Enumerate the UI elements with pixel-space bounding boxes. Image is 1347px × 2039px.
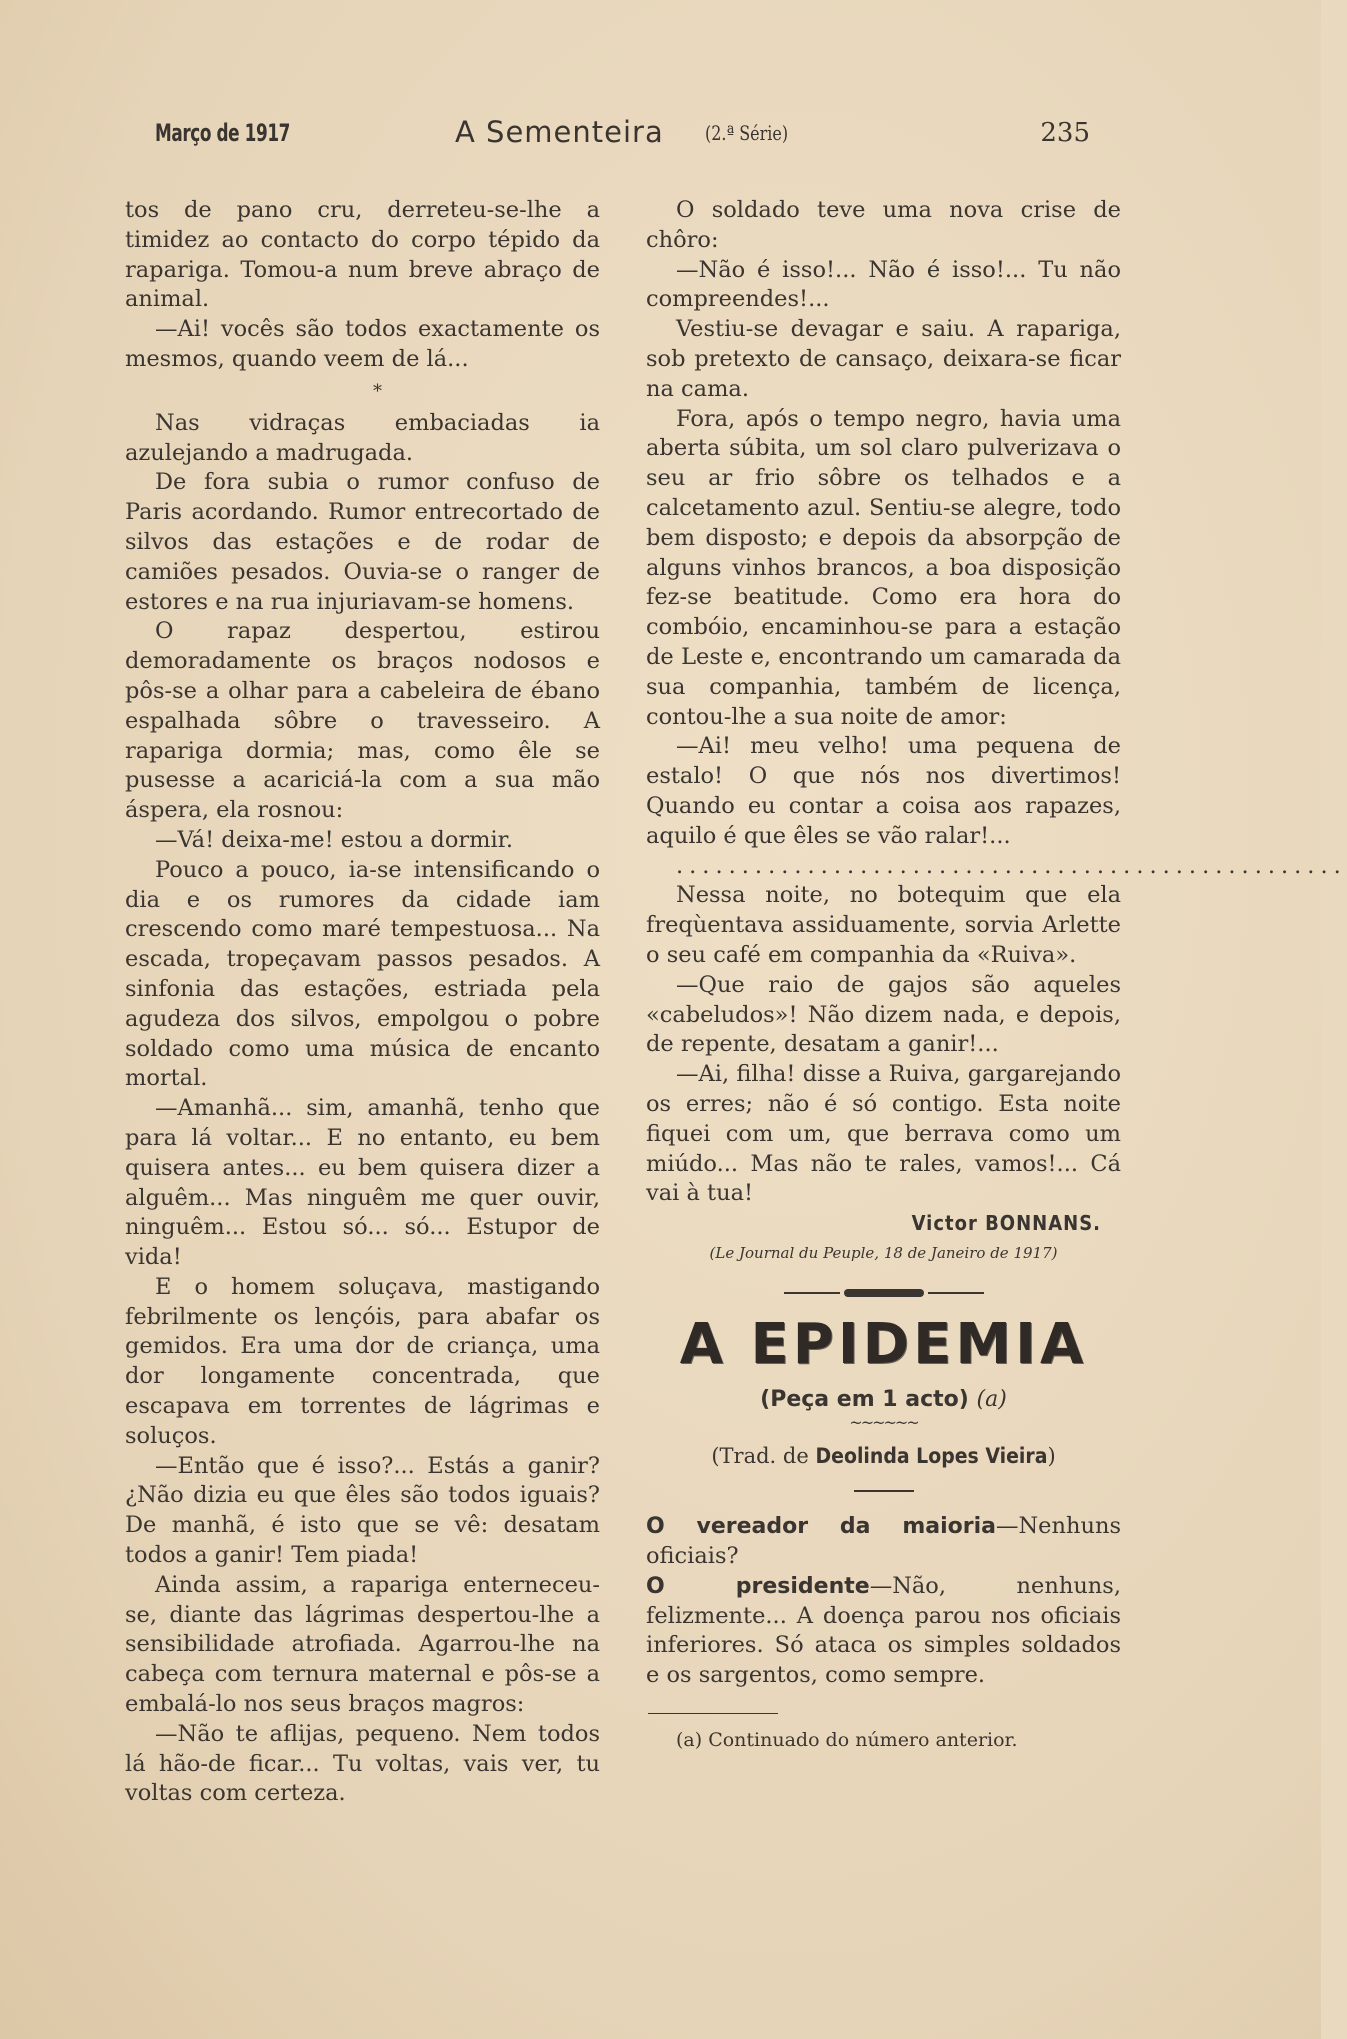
paragraph: —Ai! vocês são todos exactamente os mesmos, quando veem de lá... — [125, 316, 600, 372]
left-column — [125, 196, 600, 1809]
paragraph: —Não é isso!... Não é isso!... Tu não compreendes!... — [646, 256, 1121, 313]
footnote-mark: (a) — [976, 1386, 1007, 1412]
ornament-divider — [646, 1283, 1121, 1303]
speaker-name: O presidente — [646, 1573, 870, 1599]
header-series: (2.ª Série) — [705, 121, 789, 145]
paragraph: Fora, após o tempo negro, havia uma aberta súbita, um sol claro pulverizava o seu ar frio sôbre os telhados e a calcetamento azul. Sentiu-se alegre, todo bem disposto; e depois da absorpção de alguns vinhos brancos, a boa disposição fez-se beatitude. Como era hora do combóio, encaminhou-se para a estação de Leste e, encontrando um camarada da sua companhia, também de licença, contou-lhe a sua noite de amor: — [646, 405, 1121, 730]
author-signature: Victor BONNANS. — [911, 1211, 1101, 1236]
dialogue-line — [646, 1512, 1121, 1572]
speaker-name: O vereador da maioria — [646, 1514, 996, 1540]
translator-suffix: ) — [1047, 1444, 1056, 1469]
paragraph: De fora subia o rumor confuso de Paris acordando. Rumor entrecortado de silvos das estações e de rodar de camiões pesados. Ouvia-se o ranger de estores e na rua injuriavam-se homens. — [125, 469, 600, 615]
paragraph: O soldado teve uma nova crise de chôro: — [646, 197, 1121, 253]
source-citation: (Le Journal du Peuple, 18 de Janeiro de 1917) — [709, 1243, 1058, 1262]
paragraph: Nas vidraças embaciadas ia azulejando a madrugada. — [125, 409, 600, 466]
dotted-separator: ................................................... — [676, 852, 1347, 879]
dialogue-text: —Não, nenhuns, felizmente... A doença parou nos oficiais inferiores. Só ataca os simples soldados e os sargentos, como sempre. — [646, 1572, 1121, 1689]
paragraph: Vestiu-se devagar e saiu. A rapariga, sob pretexto de cansaço, deixara-se ficar na cama. — [646, 316, 1121, 402]
paragraph: Pouco a pouco, ia-se intensificando o dia e os rumores da cidade iam crescendo como maré tempestuosa... Na escada, tropeçavam passos pesados. A sinfonia das estações, estriada pela agudeza dos silvos, empolgou o pobre soldado como uma música de encanto mortal. — [125, 856, 600, 1092]
header-title: A Sementeira — [455, 115, 664, 149]
paragraph: Nessa noite, no botequim que ela freqùentava assiduamente, sorvia Arlette o seu café em companhia da «Ruiva». — [646, 882, 1121, 968]
paragraph: tos de pano cru, derreteu-se-lhe a timidez ao contacto do corpo tépido da rapariga. Tomou-a num breve abraço de animal. — [125, 197, 600, 313]
paragraph: —Não te aflijas, pequeno. Nem todos lá hão-de ficar... Tu voltas, vais ver, tu voltas com certeza. — [125, 1720, 600, 1807]
footnote-rule — [648, 1713, 778, 1714]
dialogue-text: —Nenhuns oficiais? — [646, 1513, 1121, 1570]
translator-prefix: (Trad. de — [711, 1444, 816, 1469]
paragraph: —Ai, filha! disse a Ruiva, gargarejando os erres; não é só contigo. Esta noite fiquei com um, que berrava como um miúdo... Mas não te rales, vamos!... Cá vai à tua! — [646, 1061, 1121, 1207]
section-separator: * — [373, 380, 382, 402]
page-header — [155, 115, 1090, 155]
play-title: A EPIDEMIA — [679, 1311, 1088, 1377]
paragraph: —Que raio de gajos são aqueles «cabeludos»! Não dizem nada, e depois, de repente, desatam a ganir!... — [646, 971, 1121, 1058]
paragraph: —Então que é isso?... Estás a ganir? ¿Não dizia eu que êles são todos iguais? De manhã, é isto que se vê: desatam todos a ganir! Tem piada! — [125, 1452, 600, 1569]
play-subtitle — [646, 1385, 1121, 1415]
paragraph: —Vá! deixa-me! estou a dormir. — [155, 826, 514, 853]
header-date: Março de 1917 — [155, 119, 291, 147]
dialogue-line — [646, 1572, 1121, 1691]
page-number: 235 — [1040, 118, 1090, 148]
footnote: (a) Continuado do número anterior. — [676, 1729, 1018, 1752]
translator-name: Deolinda Lopes Vieira — [815, 1444, 1048, 1469]
paragraph: —Ai! meu velho! uma pequena de estalo! O que nós nos divertimos! Quando eu contar a coisa aos rapazes, aquilo é que êles se vão ralar!... — [646, 733, 1121, 849]
paragraph: O rapaz despertou, estirou demoradamente os braços nodosos e pôs-se a olhar para a cabeleira de ébano espalhada sôbre o travesseiro. A rapariga dormia; mas, como êle se pusesse a acariciá-la com a sua mão áspera, ela rosnou: — [125, 618, 600, 824]
paragraph: Ainda assim, a rapariga enterneceu-se, diante das lágrimas despertou-lhe a sensibilidade atrofiada. Agarrou-lhe na cabeça com ternura maternal e pôs-se a embalá-lo nos seus braços magros: — [125, 1571, 600, 1718]
paragraph: E o homem soluçava, mastigando febrilmente os lençóis, para abafar os gemidos. Era uma dor de criança, uma dor longamente concentrada, que escapava em torrentes de lágrimas e soluços. — [125, 1273, 600, 1449]
short-rule — [854, 1490, 914, 1492]
wave-ornament: ~~~~~~ — [849, 1413, 918, 1433]
translator-credit — [646, 1442, 1121, 1472]
right-column — [646, 196, 1347, 1756]
play-subtitle-text: (Peça em 1 acto) — [760, 1386, 969, 1412]
paragraph: —Amanhã... sim, amanhã, tenho que para lá voltar... E no entanto, eu bem quisera antes... eu bem quisera dizer a alguêm... Mas ninguêm me quer ouvir, ninguêm... Estou só... só... Estupor de vida! — [125, 1095, 600, 1271]
